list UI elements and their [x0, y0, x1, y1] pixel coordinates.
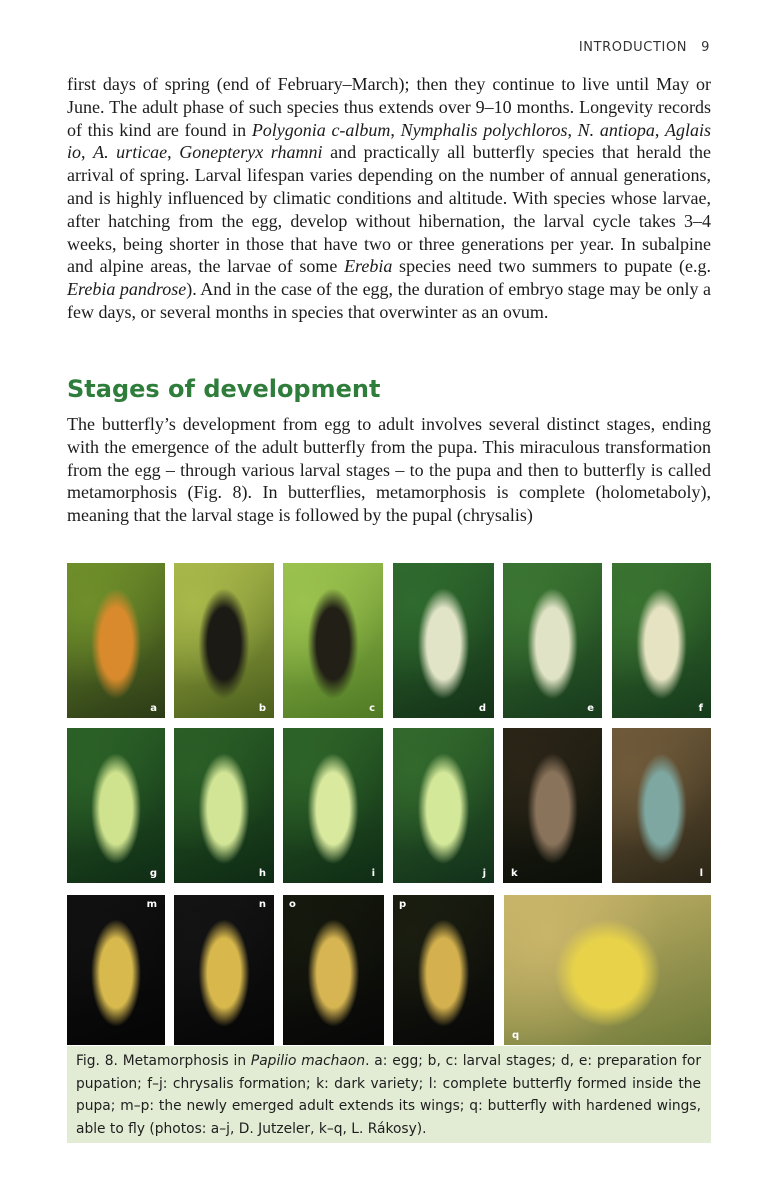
photo-label: j	[482, 868, 486, 879]
text-run: Fig. 8. Metamorphosis in	[76, 1053, 251, 1069]
photo-label: a	[150, 703, 157, 714]
species-name: N. antiopa	[577, 119, 655, 140]
species-name: A. urticae	[93, 142, 168, 163]
photo-k	[503, 728, 602, 883]
photo-o	[283, 895, 384, 1045]
photo-c	[283, 563, 383, 718]
photo-label: d	[478, 703, 486, 714]
species-name: Nymphalis polychloros	[400, 119, 568, 140]
photo-label: p	[399, 899, 407, 910]
photo-label: f	[698, 703, 703, 714]
species-name: Erebia	[344, 256, 393, 277]
figure-caption	[67, 1046, 711, 1143]
text-run: species need two summers to pupate (e.g.	[392, 256, 711, 277]
text-run: first days of spring (end of February–March); then they continue to live until May or June. The adult phase of such species thus extends over 9–10 months. Longevity records of this kind are found in	[67, 74, 711, 140]
text-run: The butterfly’s development from egg to adult involves several distinct stages, ending with the emergence of the adult butterfly from the pupa. This miraculous transformation from the egg – through various larval stages – to the pupa and then to butterfly is called metamorphosis (Fig. 8). In butterflies, metamorphosis is complete (holometaboly), meaning that the larval stage is followed by the pupal (chrysalis)	[67, 414, 711, 526]
text-run: ,	[167, 142, 180, 163]
photo-label: o	[289, 899, 296, 910]
photo-b	[174, 563, 274, 718]
photo-label: i	[371, 868, 375, 879]
text-run: . a: egg; b, c: larval stages; d, e: preparation for pupation; f–j: chrysalis formation; k: dark variety; l: complete butterfly formed inside the pupa; m–p: the newly emerged adult extends its wings; q: butterfly with hardened wings, able to fly (photos: a–j, D. Jutzeler, k–q, L. Rákosy).	[76, 1053, 701, 1137]
text-run: ,	[567, 119, 578, 140]
page-number: 9	[701, 40, 710, 55]
photo-d	[393, 563, 494, 718]
text-run: and practically all butterfly species that herald the arrival of spring. Larval lifespan varies depending on the number of annual generations, and is highly influenced by climatic conditions and altitude. With species whose larvae, after hatching from the egg, develop without hibernation, the larval cycle takes 3–4 weeks, being shorter in those that have two or three generations per year. In subalpine and alpine areas, the larvae of some	[67, 142, 712, 277]
photo-label: n	[258, 899, 266, 910]
photo-label: g	[149, 868, 157, 879]
photo-label: c	[369, 703, 375, 714]
photo-q	[504, 895, 711, 1045]
photo-j	[393, 728, 494, 883]
species-name: Aglais io	[67, 119, 711, 163]
photo-i	[283, 728, 383, 883]
photo-f	[612, 563, 711, 718]
photo-label: h	[258, 868, 266, 879]
photo-l	[612, 728, 711, 883]
photo-label: e	[587, 703, 594, 714]
section-title: INTRODUCTION	[578, 40, 688, 55]
photo-a	[67, 563, 165, 718]
photo-label: k	[511, 868, 518, 879]
photo-label: m	[146, 899, 157, 910]
species-name: Erebia pandrose	[67, 279, 187, 300]
photo-g	[67, 728, 165, 883]
photo-n	[174, 895, 274, 1045]
photo-label: b	[258, 703, 266, 714]
species-name: Polygonia c-album	[251, 119, 391, 140]
section-heading: Stages of development	[67, 375, 381, 403]
paragraph-stages	[67, 413, 711, 527]
photo-p	[393, 895, 494, 1045]
text-run: ,	[81, 142, 94, 163]
text-run: ,	[390, 119, 401, 140]
running-head	[579, 40, 710, 55]
photo-label: l	[699, 868, 703, 879]
photo-h	[174, 728, 274, 883]
species-name: Gonepteryx rhamni	[179, 142, 323, 163]
photo-e	[503, 563, 602, 718]
photo-label: q	[512, 1030, 520, 1041]
text-run: ,	[654, 119, 665, 140]
species-name: Papilio machaon	[250, 1053, 366, 1069]
text-run: ). And in the case of the egg, the duration of embryo stage may be only a few days, or several months in species that overwinter as an ovum.	[67, 279, 711, 322]
paragraph-longevity	[67, 73, 711, 324]
photo-m	[67, 895, 165, 1045]
